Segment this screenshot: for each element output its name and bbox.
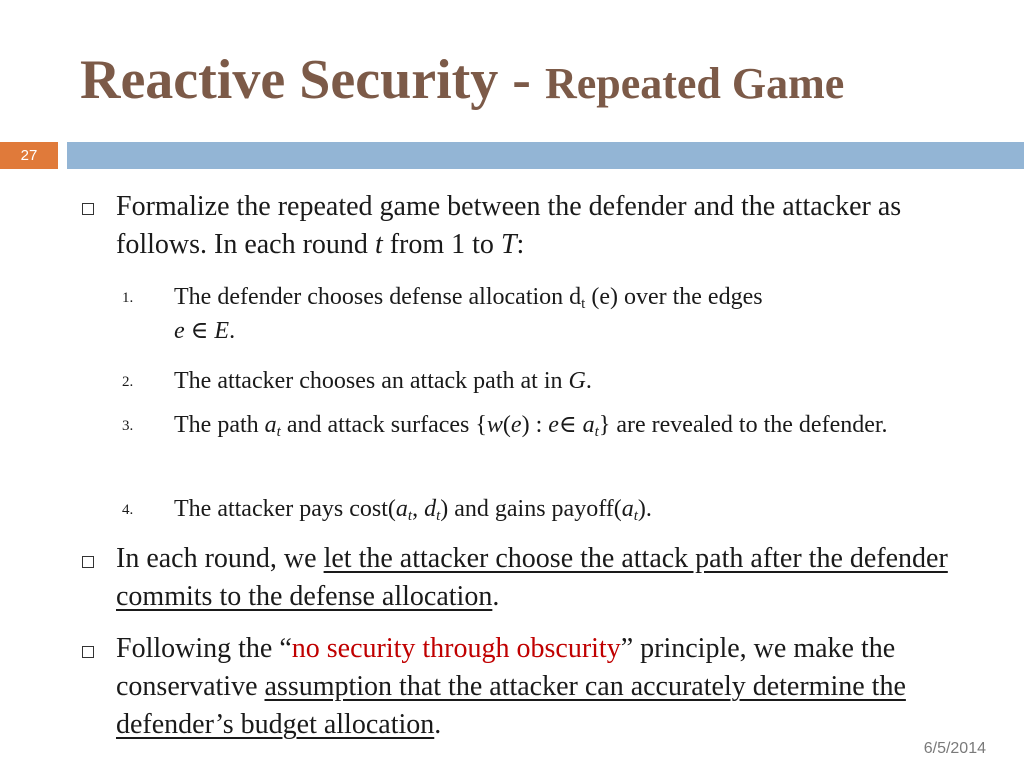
highlight-text: no security through obscurity bbox=[291, 633, 621, 664]
bullet-formalize bbox=[116, 188, 976, 264]
element-of-symbol: ∈ bbox=[184, 318, 215, 344]
text: In each round, we bbox=[116, 543, 324, 574]
var: G bbox=[568, 368, 586, 394]
var: T bbox=[500, 229, 517, 260]
text: ) and gains payoff( bbox=[440, 496, 622, 522]
var: t bbox=[374, 229, 383, 260]
var: e bbox=[174, 318, 185, 344]
step-4 bbox=[174, 492, 954, 526]
step-3 bbox=[174, 408, 954, 442]
var: a bbox=[582, 412, 595, 438]
bullet-obscurity bbox=[116, 630, 976, 744]
subscript: t bbox=[276, 424, 281, 440]
square-bullet-icon bbox=[82, 203, 94, 215]
text: ). bbox=[637, 496, 652, 522]
square-bullet-icon bbox=[82, 556, 94, 568]
step-number: 2. bbox=[122, 374, 134, 390]
step-number: 3. bbox=[122, 418, 134, 434]
text: ) : bbox=[521, 412, 549, 438]
subscript: t bbox=[407, 508, 413, 524]
var: w bbox=[486, 412, 503, 438]
step-2 bbox=[174, 364, 954, 398]
var: E bbox=[214, 318, 230, 344]
text: . bbox=[229, 318, 236, 344]
subscript: t bbox=[581, 296, 586, 312]
title-main: Reactive Security - bbox=[80, 49, 545, 111]
text: . bbox=[585, 368, 592, 394]
text: The attacker pays cost( bbox=[174, 496, 396, 522]
step-number: 1. bbox=[122, 290, 134, 306]
bullet-each-round bbox=[116, 540, 976, 616]
subscript: t bbox=[436, 508, 441, 524]
underlined-text: let the attacker choose the attack path after the defender commits to the defense allocation bbox=[116, 543, 948, 612]
text: and attack surfaces { bbox=[280, 412, 487, 438]
var: e bbox=[510, 412, 522, 438]
slide-date: 6/5/2014 bbox=[923, 740, 986, 757]
underlined-text: assumption that the attacker can accurately determine the defender’s budget allocation bbox=[116, 671, 906, 740]
text: from 1 to bbox=[382, 229, 501, 260]
text: The attacker chooses an attack path at in bbox=[174, 368, 569, 394]
var: a bbox=[395, 496, 408, 522]
text: ( bbox=[502, 412, 511, 438]
var: a bbox=[264, 412, 277, 438]
text: ” principle, we make the conservative bbox=[116, 633, 896, 702]
text: . bbox=[434, 709, 442, 740]
text: , bbox=[412, 496, 425, 522]
element-of-symbol: ∈ bbox=[558, 412, 583, 438]
subscript: t bbox=[594, 424, 599, 440]
text: (e) over the edges bbox=[585, 284, 763, 310]
title-sub: Repeated Game bbox=[544, 59, 845, 108]
square-bullet-icon bbox=[82, 646, 94, 658]
text: } are revealed to the defender. bbox=[598, 412, 888, 438]
slide-number: 27 bbox=[0, 142, 58, 169]
var: a bbox=[621, 496, 634, 522]
var: e bbox=[548, 412, 559, 438]
var: d bbox=[424, 496, 437, 522]
subscript: t bbox=[633, 508, 638, 524]
text: The defender chooses defense allocation d bbox=[174, 284, 582, 310]
step-1 bbox=[174, 280, 954, 348]
text: : bbox=[516, 229, 525, 260]
text: . bbox=[492, 581, 500, 612]
text: The path bbox=[174, 412, 265, 438]
step-number: 4. bbox=[122, 502, 134, 518]
text: Following the “ bbox=[116, 633, 292, 664]
text: Formalize the repeated game between the defender and the attacker as follows. In each round bbox=[116, 191, 902, 260]
